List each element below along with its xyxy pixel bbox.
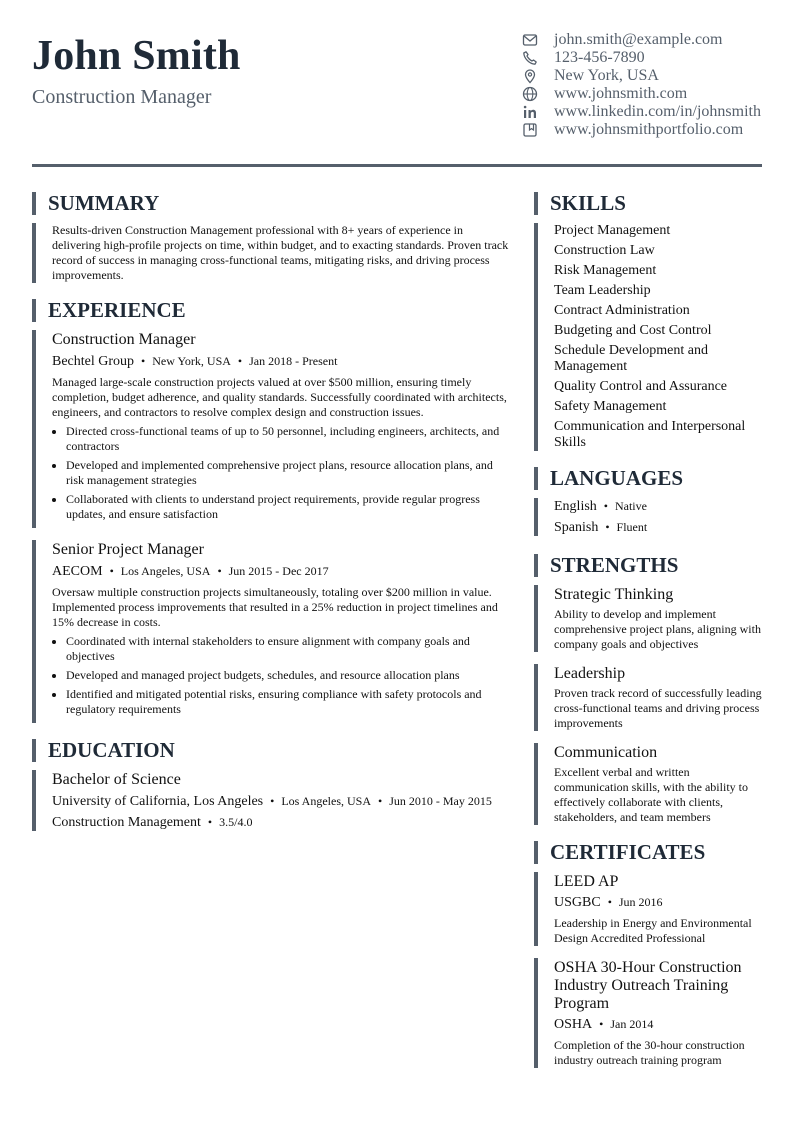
separator-dot: • <box>217 564 222 578</box>
language-name: Spanish <box>554 520 599 535</box>
strength-title: Strategic Thinking <box>554 586 674 603</box>
header-divider <box>32 164 762 167</box>
job-title: Construction Manager <box>52 331 196 348</box>
job-description: Oversaw multiple construction projects simultaneously, totaling over $200 million in value. Implemented process improvements that resulted in a 25% reduction in project timelines and 15% decrease in costs. <box>52 585 498 629</box>
job-bullet: • Developed and managed project budgets, schedules, and resource allocation plans <box>66 668 510 683</box>
skill-item: Communication and Interpersonal Skills <box>554 419 746 450</box>
skill-item: Schedule Development and Management <box>554 343 708 374</box>
resume-header <box>32 0 762 168</box>
job-dates: Jun 2015 - Dec 2017 <box>228 564 329 578</box>
strength-title: Leadership <box>554 665 626 682</box>
contact-location <box>522 67 772 85</box>
separator-dot: • <box>207 815 213 829</box>
languages-heading: LANGUAGES <box>534 467 764 490</box>
portfolio-text: www.johnsmithportfolio.com <box>554 121 744 138</box>
certificate-text: Leadership in Energy and Environmental Design Accredited Professional <box>554 916 752 945</box>
certificate-entry <box>534 872 764 946</box>
job-bullets <box>52 634 510 717</box>
separator-dot: • <box>237 354 243 368</box>
skill-item: Safety Management <box>554 399 667 414</box>
strength-entry <box>534 743 764 825</box>
separator-dot: • <box>603 499 608 513</box>
certificate-text: Completion of the 30-hour construction industry outreach training program <box>554 1038 745 1067</box>
job-bullets <box>52 424 510 522</box>
website-text: www.johnsmith.com <box>554 85 688 102</box>
job-dates: Jan 2018 - Present <box>249 354 338 368</box>
job-bullet: • Coordinated with internal stakeholders to ensure alignment with company goals and objectives <box>66 634 510 664</box>
education-entry <box>32 770 510 831</box>
degree: Bachelor of Science <box>52 771 181 788</box>
mail-icon <box>522 32 538 48</box>
job-company: AECOM <box>52 564 103 579</box>
separator-dot: • <box>270 794 275 808</box>
certificate-issuer: USGBC <box>554 895 601 910</box>
job-bullet: • Collaborated with clients to understand project requirements, provide regular progress updates, and ensure satisfaction <box>66 492 510 522</box>
job-entry <box>32 330 510 528</box>
strength-title: Communication <box>554 744 658 761</box>
language-item <box>554 519 764 536</box>
skill-item: Project Management <box>554 223 671 238</box>
left-column <box>32 192 510 831</box>
candidate-name: John Smith <box>32 33 241 79</box>
skills-list <box>534 223 764 451</box>
field-of-study: Construction Management <box>52 815 201 830</box>
contact-website[interactable] <box>522 85 772 103</box>
job-title: Senior Project Manager <box>52 541 204 558</box>
job-entry <box>32 540 510 723</box>
skill-item: Risk Management <box>554 263 657 278</box>
candidate-title: Construction Manager <box>32 86 212 108</box>
linkedin-text: www.linkedin.com/in/johnsmith <box>554 103 761 120</box>
languages-list <box>534 498 764 536</box>
certificate-meta <box>554 1016 764 1033</box>
job-bullet: • Directed cross-functional teams of up to 50 personnel, including engineers, architects, and contractors <box>66 424 510 454</box>
map-pin-icon <box>522 68 538 84</box>
job-bullet: • Developed and implemented comprehensive project plans, resource allocation plans, and risk management strategies <box>66 458 510 488</box>
contact-linkedin[interactable] <box>522 103 772 121</box>
education-field-row <box>52 814 510 831</box>
skill-item: Budgeting and Cost Control <box>554 323 712 338</box>
job-location: New York, USA <box>152 354 231 368</box>
certificate-title: OSHA 30-Hour Construction Industry Outreach Training Program <box>554 959 742 1012</box>
job-bullet: • Identified and mitigated potential risks, ensuring compliance with safety protocols and regulatory requirements <box>66 687 510 717</box>
summary-block <box>32 223 510 283</box>
strength-text: Proven track record of successfully leading cross-functional teams and driving process improvements <box>554 686 762 730</box>
school: University of California, Los Angeles <box>52 794 264 809</box>
skills-heading: SKILLS <box>534 192 764 215</box>
linkedin-icon <box>522 104 538 120</box>
skill-item: Contract Administration <box>554 303 690 318</box>
contact-phone[interactable] <box>522 49 772 67</box>
certificate-entry <box>534 958 764 1068</box>
certificates-heading: CERTIFICATES <box>534 841 764 864</box>
language-level: Fluent <box>616 520 648 534</box>
strength-text: Ability to develop and implement comprehensive project plans, aligning with company goals and objectives <box>554 607 761 651</box>
job-meta <box>52 353 510 370</box>
strength-entry <box>534 664 764 731</box>
job-meta <box>52 563 510 580</box>
contact-list <box>522 31 772 139</box>
location-text: New York, USA <box>554 67 659 84</box>
education-heading: EDUCATION <box>32 739 510 762</box>
job-company: Bechtel Group <box>52 354 135 369</box>
skill-item: Construction Law <box>554 243 655 258</box>
education-meta <box>52 793 510 810</box>
job-location: Los Angeles, USA <box>120 564 211 578</box>
globe-icon <box>522 86 538 102</box>
education-location: Los Angeles, USA <box>281 794 372 808</box>
right-column <box>534 192 764 1068</box>
contact-email[interactable] <box>522 31 772 49</box>
certificate-title: LEED AP <box>554 873 619 890</box>
separator-dot: • <box>599 1017 604 1031</box>
strength-entry <box>534 585 764 652</box>
certificate-date: Jan 2014 <box>610 1017 654 1031</box>
phone-icon <box>522 50 538 66</box>
certificate-meta <box>554 894 764 911</box>
language-name: English <box>554 499 597 514</box>
gpa: 3.5/4.0 <box>219 815 253 829</box>
email-text: john.smith@example.com <box>554 31 723 48</box>
job-description: Managed large-scale construction projects valued at over $500 million, ensuring timely completion, budget adherence, and quality standards. Successfully coordinated with architects, engineers, and contractors to resolve complex design and construction issues. <box>52 375 507 419</box>
separator-dot: • <box>378 794 383 808</box>
phone-text: 123-456-7890 <box>554 49 645 66</box>
separator-dot: • <box>109 564 114 578</box>
summary-text: Results-driven Construction Management professional with 8+ years of experience in delivering high-profile projects on time, within budget, and to exacting standards. Proven track record of success in managing cross-functional teams, mitigating risks, and driving process improvements. <box>52 223 509 282</box>
language-level: Native <box>614 499 647 513</box>
certificate-issuer: OSHA <box>554 1017 593 1032</box>
skill-item: Team Leadership <box>554 283 651 298</box>
language-item <box>554 498 764 515</box>
separator-dot: • <box>605 520 610 534</box>
bookmark-icon <box>522 122 538 138</box>
separator-dot: • <box>607 895 612 909</box>
skill-item: Quality Control and Assurance <box>554 379 728 394</box>
contact-portfolio[interactable] <box>522 121 772 139</box>
experience-heading: EXPERIENCE <box>32 299 510 322</box>
separator-dot: • <box>141 354 146 368</box>
strengths-heading: STRENGTHS <box>534 554 764 577</box>
summary-heading: SUMMARY <box>32 192 510 215</box>
certificate-date: Jun 2016 <box>618 895 663 909</box>
education-dates: Jun 2010 - May 2015 <box>389 794 492 808</box>
strength-text: Excellent verbal and written communication skills, with the ability to effectively collaborate with clients, stakeholders, and team members <box>554 765 748 824</box>
